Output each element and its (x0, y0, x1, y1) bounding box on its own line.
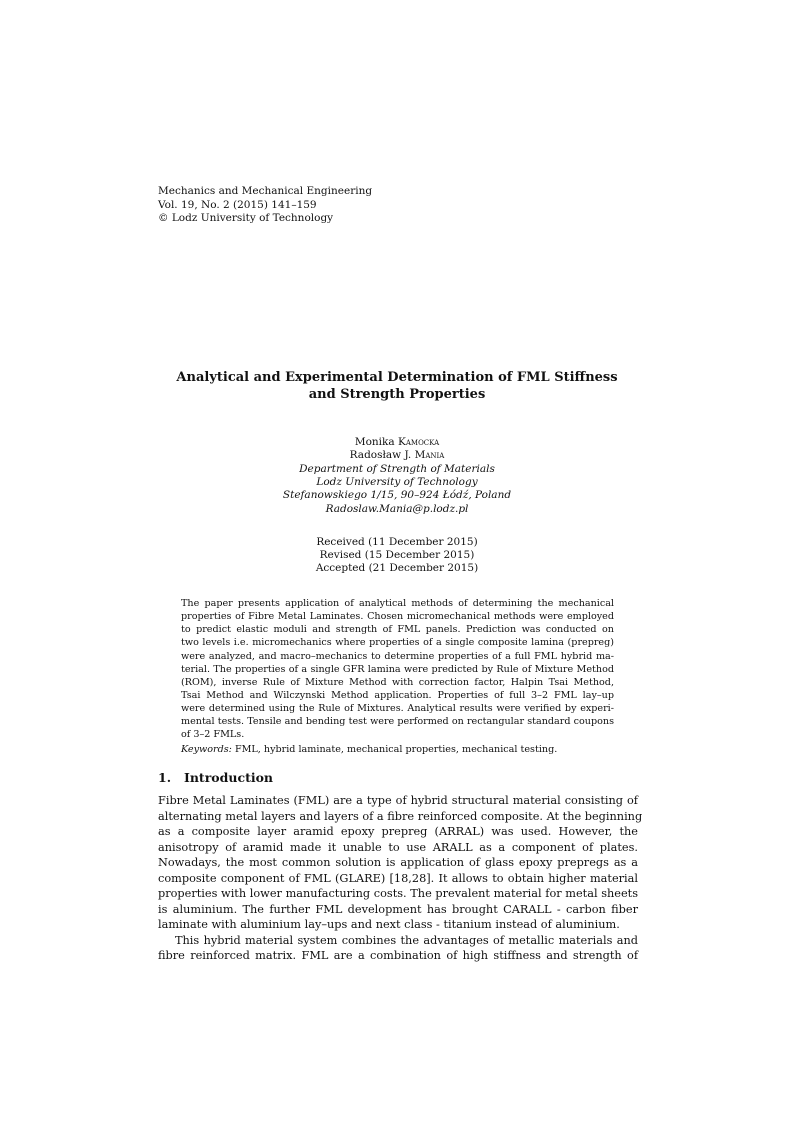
author-family: Mania (414, 449, 445, 462)
title-line-2: and Strength Properties (308, 387, 486, 402)
abstract-line: two levels i.e. micromechanics where properties of a single composite lamina (prepreg) (181, 637, 614, 649)
author-2 (150, 449, 644, 462)
body-line: properties with lower manufacturing costs. The prevalent material for metal sheets (158, 887, 638, 900)
body-line: anisotropy of aramid made it unable to use ARALL as a component of plates. (158, 840, 638, 854)
body-line: as a composite layer aramid epoxy prepreg (ARRAL) was used. However, the (158, 825, 638, 838)
journal-volume: Vol. 19, No. 2 (2015) 141–159 (158, 198, 317, 211)
body-line: laminate with aluminium lay–ups and next class - titanium instead of aluminium. (158, 918, 620, 931)
affiliation-address: Stefanowskiego 1/15, 90–924 Łódź, Poland (282, 489, 512, 502)
abstract-line: to predict elastic moduli and strength of FML panels. Prediction was conducted on (181, 624, 614, 636)
keywords-text: FML, hybrid laminate, mechanical properties, mechanical testing. (234, 744, 558, 755)
body-line: This hybrid material system combines the advantages of metallic materials and (175, 933, 638, 947)
section-title: Introduction (184, 770, 274, 785)
body-line: composite component of FML (GLARE) [18,28]. It allows to obtain higher material (158, 871, 638, 885)
affiliation (150, 463, 644, 516)
body-line: fibre reinforced matrix. FML are a combination of high stiffness and strength of (158, 949, 638, 962)
keywords (181, 743, 614, 756)
manuscript-dates (150, 536, 644, 576)
author-email: Radoslaw.Mania@p.lodz.pl (325, 502, 469, 515)
body-line: Nowadays, the most common solution is application of glass epoxy prepregs as a (158, 856, 638, 869)
author-list (150, 436, 644, 462)
journal-publisher: © Lodz University of Technology (158, 212, 334, 224)
body-text (158, 793, 643, 964)
body-line: alternating metal layers and layers of a fibre reinforced composite. At the beginning (158, 809, 643, 823)
abstract-line: properties of Fibre Metal Laminates. Chosen micromechanical methods were employed (181, 611, 614, 623)
abstract-line: terial. The properties of a single GFR lamina were predicted by Rule of Mixture Method (181, 663, 614, 675)
date-accepted: Accepted (21 December 2015) (315, 562, 479, 575)
date-revised: Revised (15 December 2015) (319, 549, 475, 562)
abstract-line: (ROM), inverse Rule of Mixture Method with correction factor, Halpin Tsai Method, (181, 676, 614, 688)
body-line: is aluminium. The further FML development has brought CARALL - carbon fiber (158, 902, 638, 916)
abstract-line: The paper presents application of analytical methods of determining the mechanical (181, 598, 614, 609)
journal-name: Mechanics and Mechanical Engineering (158, 185, 373, 197)
body-line: Fibre Metal Laminates (FML) are a type of hybrid structural material consisting of (158, 794, 638, 807)
author-given: Monika (354, 436, 395, 448)
affiliation-department: Department of Strength of Materials (299, 463, 495, 475)
abstract-line: Tsai Method and Wilczynski Method application. Properties of full 3–2 FML lay–up (181, 689, 614, 701)
affiliation-university: Lodz University of Technology (316, 476, 478, 489)
author-family: Kamocka (398, 436, 440, 448)
author-1 (150, 436, 644, 449)
section-number: 1. (158, 770, 172, 785)
title-line-1: Analytical and Experimental Determination of FML Stiffness (176, 370, 618, 385)
paper-title (150, 369, 644, 403)
author-given: Radosław J. (349, 449, 412, 462)
abstract-line: were analyzed, and macro–mechanics to determine properties of a full FML hybrid ma- (181, 650, 614, 662)
journal-header (158, 185, 372, 226)
abstract-line: were determined using the Rule of Mixtures. Analytical results were verified by experi- (181, 703, 614, 715)
keywords-label: Keywords: (181, 744, 232, 755)
date-received: Received (11 December 2015) (316, 536, 478, 548)
abstract (181, 597, 614, 742)
abstract-line: of 3–2 FMLs. (181, 729, 245, 741)
abstract-line: mental tests. Tensile and bending test were performed on rectangular standard coupons (181, 716, 614, 728)
section-heading (158, 770, 273, 786)
